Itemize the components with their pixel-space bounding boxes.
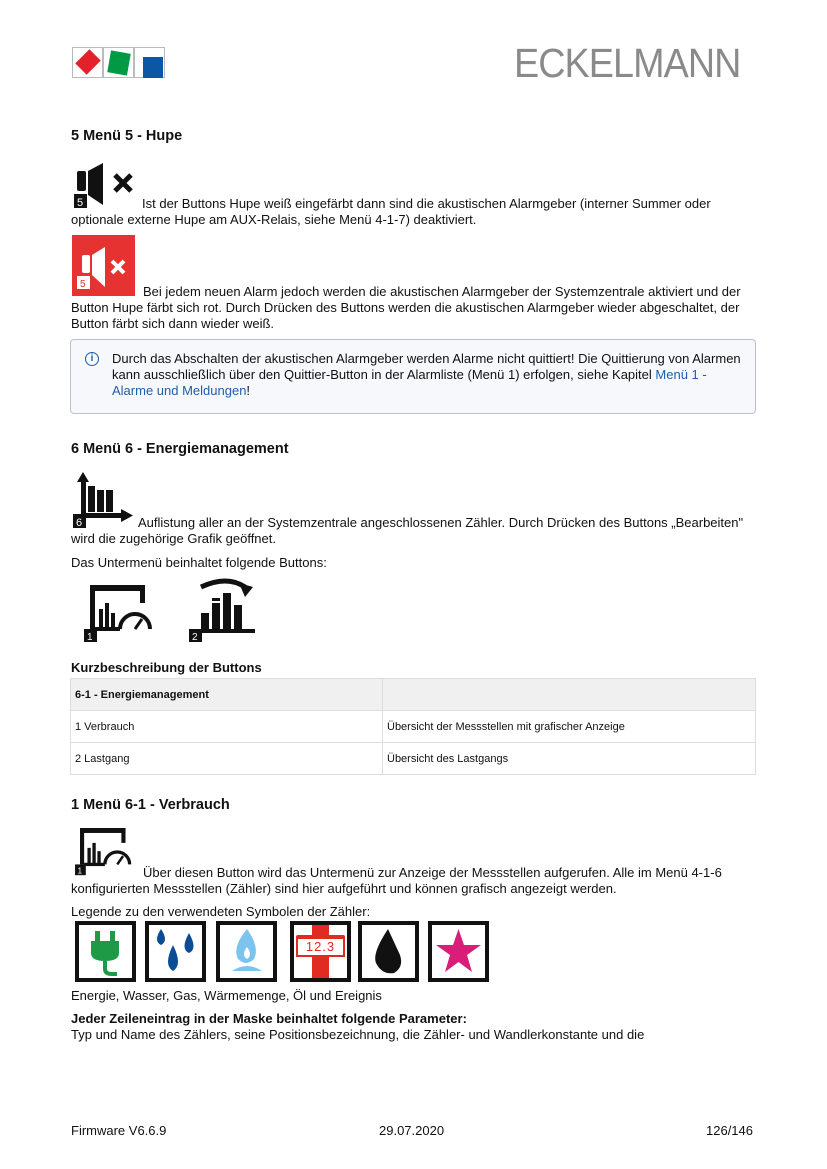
info-end: ! [246,383,251,398]
symbols-caption: Energie, Wasser, Gas, Wärmemenge, Öl und Ereignis [71,988,382,1003]
section-heading-hupe: 5 Menü 5 - Hupe [71,128,183,144]
heat-meter-icon [290,921,351,982]
table-header-row [71,679,756,711]
paragraph: Auflistung aller an der Systemzentrale angeschlossenen Zähler. Durch Drücken des Buttons „Bearbeiten" wird die zugehörige Grafik geöffnet. [71,515,744,546]
paragraph: Ist der Buttons Hupe weiß eingefärbt dann sind die akustischen Alarmgeber (interner Summer oder optionale externe Hupe am AUX-Relais, siehe Menü 4-1-7) deaktiviert. [71,196,711,227]
paragraph: Bei jedem neuen Alarm jedoch werden die akustischen Alarmgeber der Systemzentrale aktiviert und der Button Hupe färbt sich rot. Durch Drücken des Buttons werden die akustischen Alarmgeber wieder abgeschaltet, der Button färbt sich dann wieder weiß. [71,284,741,331]
svg-text:5: 5 [80,279,86,290]
section-heading-verbrauch: 1 Menü 6-1 - Verbrauch [71,797,230,813]
paragraph: Typ und Name des Zählers, seine Positionsbezeichnung, die Zähler- und Wandlerkonstante und die [71,1027,645,1042]
cell: Übersicht des Lastgangs [383,743,756,775]
header-cell [383,679,756,711]
cell: Übersicht der Messstellen mit grafischer Anzeige [383,711,756,743]
table-row [71,711,756,743]
footer-version: Firmware V6.6.9 [71,1123,167,1138]
parameters-heading: Jeder Zeileneintrag in der Maske beinhaltet folgende Parameter: [71,1011,467,1026]
brand-name: ECKELMANN [514,40,741,86]
legend-intro: Legende zu den verwendeten Symbolen der Zähler: [71,904,371,919]
oil-drop-icon [358,921,419,982]
cell: 1 Verbrauch [71,711,383,743]
buttons-table [70,678,756,775]
table-title: Kurzbeschreibung der Buttons [71,660,262,675]
meter-reading: 12.3 [298,939,343,955]
table-row [71,743,756,775]
energy-plug-icon [75,921,136,982]
paragraph: Das Untermenü beinhaltet folgende Buttons: [71,555,327,570]
info-icon: i [85,352,99,366]
svg-text:5: 5 [77,197,84,209]
gas-flame-icon [216,921,277,982]
header-cell: 6-1 - Energiemanagement [71,679,383,711]
cell: 2 Lastgang [71,743,383,775]
event-star-icon [428,921,489,982]
footer-page: 126/146 [706,1123,753,1138]
load-profile-button-icon [187,575,259,643]
water-drops-icon [145,921,206,982]
svg-text:1: 1 [87,632,93,643]
chapter-link[interactable]: Menü 1 - Alarme und Meldungen [112,367,707,398]
info-text: Durch das Abschalten der akustischen Alarmgeber werden Alarme nicht quittiert! Die Quittierung von Alarmen kann ausschließlich über den Quittier-Button in der Alarmliste (Menü 1) erfolgen, siehe Kapitel [112,351,741,382]
section-heading-energie: 6 Menü 6 - Energiemanagement [71,441,289,457]
consumption-button-icon [82,585,156,643]
info-box [70,339,756,414]
footer-date: 29.07.2020 [379,1123,445,1138]
svg-text:1: 1 [77,866,83,876]
svg-text:2: 2 [192,632,198,643]
paragraph: Über diesen Button wird das Untermenü zur Anzeige der Messstellen aufgerufen. Alle im Menü 4-1-6 konfigurierten Messstellen (Zähler) sind hier aufgeführt und können grafisch angezeigt werden. [71,865,722,896]
svg-text:6: 6 [76,517,83,529]
